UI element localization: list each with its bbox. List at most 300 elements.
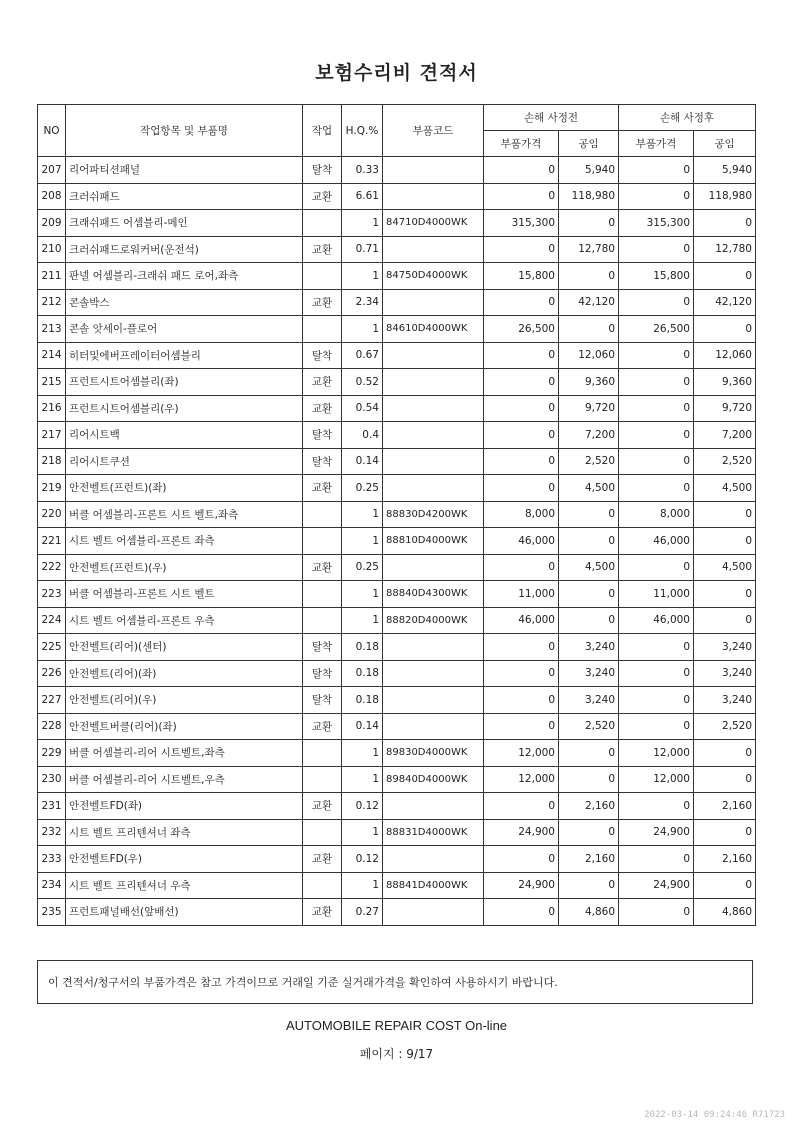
row-item: 안전벨트(리어)(우) — [66, 687, 303, 714]
row-price-after: 0 — [619, 289, 694, 316]
row-labor-before: 2,160 — [559, 793, 619, 820]
header-no: NO — [38, 105, 66, 157]
row-item: 안전벨트버클(리어)(좌) — [66, 713, 303, 740]
row-item: 시트 벨트 어셈블리-프론트 우측 — [66, 607, 303, 634]
row-labor-after: 0 — [694, 210, 756, 237]
row-price-after: 46,000 — [619, 528, 694, 555]
table-row — [38, 660, 756, 687]
row-labor-before: 2,520 — [559, 713, 619, 740]
row-price-before: 0 — [484, 183, 559, 210]
table-row — [38, 157, 756, 184]
row-code — [383, 713, 484, 740]
row-item: 프런트시트어셈블리(우) — [66, 395, 303, 422]
row-item: 리어시트백 — [66, 422, 303, 449]
row-labor-after: 5,940 — [694, 157, 756, 184]
price-notice: 이 견적서/청구서의 부품가격은 참고 가격이므로 거래일 기준 실거래가격을 확인하여 사용하시기 바랍니다. — [37, 960, 753, 1004]
header-labor-after: 공임 — [694, 131, 756, 157]
table-row — [38, 793, 756, 820]
row-labor-before: 2,520 — [559, 448, 619, 475]
row-labor-after: 118,980 — [694, 183, 756, 210]
document-title: 보험수리비 견적서 — [315, 62, 478, 84]
row-labor-after: 12,060 — [694, 342, 756, 369]
row-item: 프런트패널배선(앞배선) — [66, 899, 303, 926]
row-price-after: 0 — [619, 660, 694, 687]
row-no: 233 — [38, 846, 66, 873]
row-code — [383, 289, 484, 316]
row-code: 88830D4200WK — [383, 501, 484, 528]
row-no: 214 — [38, 342, 66, 369]
row-labor-after: 0 — [694, 581, 756, 608]
row-item: 버클 어셈블리-프론트 시트 벨트,좌측 — [66, 501, 303, 528]
row-labor-before: 3,240 — [559, 660, 619, 687]
row-code — [383, 687, 484, 714]
row-no: 209 — [38, 210, 66, 237]
row-code — [383, 183, 484, 210]
table-row — [38, 395, 756, 422]
row-price-before: 0 — [484, 369, 559, 396]
row-work: 교환 — [303, 289, 342, 316]
row-item: 안전벨트(프런트)(우) — [66, 554, 303, 581]
header-hq: H.Q.% — [342, 105, 383, 157]
page-number: 페이지 : 9/17 — [359, 1047, 434, 1061]
row-no: 218 — [38, 448, 66, 475]
row-no: 227 — [38, 687, 66, 714]
row-hq: 1 — [342, 607, 383, 634]
row-hq: 2.34 — [342, 289, 383, 316]
row-item: 버클 어셈블리-리어 시트벨트,우측 — [66, 766, 303, 793]
row-labor-after: 0 — [694, 607, 756, 634]
row-price-before: 12,000 — [484, 766, 559, 793]
table-row — [38, 210, 756, 237]
row-price-before: 0 — [484, 422, 559, 449]
row-labor-after: 4,860 — [694, 899, 756, 926]
row-price-after: 0 — [619, 342, 694, 369]
row-work — [303, 740, 342, 767]
row-price-after: 24,900 — [619, 819, 694, 846]
row-no: 235 — [38, 899, 66, 926]
row-price-before: 0 — [484, 899, 559, 926]
row-price-before: 0 — [484, 448, 559, 475]
row-labor-after: 0 — [694, 501, 756, 528]
row-no: 234 — [38, 872, 66, 899]
row-hq: 1 — [342, 766, 383, 793]
row-price-before: 0 — [484, 846, 559, 873]
table-row — [38, 713, 756, 740]
row-item: 콘솔박스 — [66, 289, 303, 316]
row-price-after: 8,000 — [619, 501, 694, 528]
row-code — [383, 793, 484, 820]
row-price-after: 0 — [619, 157, 694, 184]
header-labor-before: 공임 — [559, 131, 619, 157]
row-work: 탈착 — [303, 157, 342, 184]
row-no: 226 — [38, 660, 66, 687]
row-labor-after: 0 — [694, 316, 756, 343]
row-price-after: 15,800 — [619, 263, 694, 290]
row-code — [383, 554, 484, 581]
row-price-before: 0 — [484, 687, 559, 714]
row-item: 안전벨트(리어)(좌) — [66, 660, 303, 687]
row-hq: 1 — [342, 501, 383, 528]
table-row — [38, 846, 756, 873]
row-labor-before: 0 — [559, 819, 619, 846]
row-price-before: 0 — [484, 289, 559, 316]
row-labor-before: 42,120 — [559, 289, 619, 316]
row-hq: 6.61 — [342, 183, 383, 210]
row-work: 탈착 — [303, 448, 342, 475]
header-code: 부품코드 — [383, 105, 484, 157]
row-labor-after: 2,520 — [694, 448, 756, 475]
row-price-before: 24,900 — [484, 872, 559, 899]
table-row — [38, 342, 756, 369]
row-no: 231 — [38, 793, 66, 820]
row-price-after: 24,900 — [619, 872, 694, 899]
row-labor-before: 2,160 — [559, 846, 619, 873]
row-hq: 0.52 — [342, 369, 383, 396]
row-code — [383, 342, 484, 369]
row-price-after: 0 — [619, 183, 694, 210]
row-price-before: 12,000 — [484, 740, 559, 767]
row-no: 216 — [38, 395, 66, 422]
table-row — [38, 369, 756, 396]
row-labor-after: 0 — [694, 263, 756, 290]
row-work: 교환 — [303, 395, 342, 422]
row-hq: 1 — [342, 740, 383, 767]
table-row — [38, 607, 756, 634]
row-hq: 0.33 — [342, 157, 383, 184]
row-labor-before: 0 — [559, 766, 619, 793]
row-hq: 0.25 — [342, 554, 383, 581]
row-labor-before: 0 — [559, 210, 619, 237]
header-price-after: 부품가격 — [619, 131, 694, 157]
row-labor-before: 118,980 — [559, 183, 619, 210]
row-no: 230 — [38, 766, 66, 793]
row-labor-before: 0 — [559, 740, 619, 767]
row-item: 안전벨트(리어)(센터) — [66, 634, 303, 661]
row-price-before: 0 — [484, 554, 559, 581]
row-item: 리어파티션패널 — [66, 157, 303, 184]
row-labor-after: 0 — [694, 819, 756, 846]
row-price-before: 315,300 — [484, 210, 559, 237]
row-work — [303, 872, 342, 899]
table-row — [38, 581, 756, 608]
row-code: 89830D4000WK — [383, 740, 484, 767]
row-price-after: 0 — [619, 395, 694, 422]
row-labor-after: 3,240 — [694, 687, 756, 714]
table-row — [38, 634, 756, 661]
row-price-before: 46,000 — [484, 607, 559, 634]
row-code — [383, 157, 484, 184]
row-labor-before: 0 — [559, 316, 619, 343]
table-row — [38, 263, 756, 290]
row-item: 리어시트쿠션 — [66, 448, 303, 475]
timestamp-stamp: 2022-03-14 09:24:46 R71723 — [644, 1110, 785, 1120]
row-item: 안전벨트FD(좌) — [66, 793, 303, 820]
row-hq: 1 — [342, 581, 383, 608]
row-labor-after: 2,520 — [694, 713, 756, 740]
row-price-before: 0 — [484, 475, 559, 502]
row-item: 프런트시트어셈블리(좌) — [66, 369, 303, 396]
row-work: 교환 — [303, 554, 342, 581]
row-price-after: 0 — [619, 899, 694, 926]
row-price-after: 12,000 — [619, 740, 694, 767]
row-work — [303, 581, 342, 608]
row-price-after: 0 — [619, 369, 694, 396]
row-item: 버클 어셈블리-리어 시트벨트,좌측 — [66, 740, 303, 767]
row-code — [383, 475, 484, 502]
row-hq: 0.25 — [342, 475, 383, 502]
row-hq: 0.12 — [342, 793, 383, 820]
row-price-before: 24,900 — [484, 819, 559, 846]
row-price-after: 46,000 — [619, 607, 694, 634]
row-price-before: 0 — [484, 793, 559, 820]
row-labor-after: 4,500 — [694, 475, 756, 502]
header-before: 손해 사정전 — [484, 105, 619, 131]
row-labor-before: 4,860 — [559, 899, 619, 926]
row-price-after: 0 — [619, 554, 694, 581]
row-item: 콘솔 앗세이-플로어 — [66, 316, 303, 343]
row-work: 교환 — [303, 183, 342, 210]
row-price-before: 0 — [484, 713, 559, 740]
row-labor-after: 0 — [694, 872, 756, 899]
row-hq: 0.18 — [342, 687, 383, 714]
row-work: 교환 — [303, 899, 342, 926]
row-work — [303, 766, 342, 793]
row-code — [383, 634, 484, 661]
row-hq: 0.14 — [342, 713, 383, 740]
table-row — [38, 819, 756, 846]
row-no: 228 — [38, 713, 66, 740]
row-work: 탈착 — [303, 422, 342, 449]
row-hq: 1 — [342, 872, 383, 899]
row-work — [303, 501, 342, 528]
row-price-after: 0 — [619, 687, 694, 714]
row-work — [303, 607, 342, 634]
row-price-before: 0 — [484, 660, 559, 687]
row-labor-before: 0 — [559, 581, 619, 608]
row-work: 교환 — [303, 793, 342, 820]
row-work — [303, 316, 342, 343]
row-price-before: 0 — [484, 342, 559, 369]
row-code — [383, 395, 484, 422]
row-no: 225 — [38, 634, 66, 661]
row-labor-before: 0 — [559, 872, 619, 899]
row-labor-after: 7,200 — [694, 422, 756, 449]
table-row — [38, 183, 756, 210]
row-labor-before: 0 — [559, 263, 619, 290]
row-item: 크래쉬패드 어셈블리-메인 — [66, 210, 303, 237]
row-work — [303, 210, 342, 237]
row-code — [383, 422, 484, 449]
row-price-before: 0 — [484, 157, 559, 184]
row-labor-after: 9,720 — [694, 395, 756, 422]
row-code — [383, 846, 484, 873]
row-hq: 0.71 — [342, 236, 383, 263]
row-hq: 1 — [342, 263, 383, 290]
row-work: 교환 — [303, 846, 342, 873]
row-item: 시트 벨트 어셈블리-프론트 좌측 — [66, 528, 303, 555]
table-row — [38, 766, 756, 793]
row-labor-before: 3,240 — [559, 634, 619, 661]
row-hq: 0.18 — [342, 634, 383, 661]
row-price-before: 26,500 — [484, 316, 559, 343]
row-price-after: 0 — [619, 236, 694, 263]
row-hq: 1 — [342, 528, 383, 555]
row-work: 교환 — [303, 369, 342, 396]
table-row — [38, 554, 756, 581]
row-price-after: 0 — [619, 634, 694, 661]
row-work — [303, 528, 342, 555]
row-no: 213 — [38, 316, 66, 343]
row-hq: 0.4 — [342, 422, 383, 449]
row-work — [303, 819, 342, 846]
row-item: 안전벨트(프런트)(좌) — [66, 475, 303, 502]
row-code — [383, 899, 484, 926]
table-row — [38, 316, 756, 343]
table-body — [38, 157, 756, 926]
row-no: 224 — [38, 607, 66, 634]
row-no: 212 — [38, 289, 66, 316]
row-price-before: 15,800 — [484, 263, 559, 290]
table-row — [38, 528, 756, 555]
row-labor-after: 0 — [694, 766, 756, 793]
row-labor-before: 9,720 — [559, 395, 619, 422]
row-price-before: 0 — [484, 634, 559, 661]
row-no: 232 — [38, 819, 66, 846]
row-labor-before: 3,240 — [559, 687, 619, 714]
row-price-after: 11,000 — [619, 581, 694, 608]
row-labor-after: 3,240 — [694, 634, 756, 661]
table-header — [38, 105, 756, 157]
row-no: 222 — [38, 554, 66, 581]
row-item: 버클 어셈블리-프론트 시트 벨트 — [66, 581, 303, 608]
row-labor-after: 0 — [694, 740, 756, 767]
row-code: 84750D4000WK — [383, 263, 484, 290]
table-row — [38, 872, 756, 899]
row-code: 88820D4000WK — [383, 607, 484, 634]
row-price-before: 11,000 — [484, 581, 559, 608]
row-code: 88840D4300WK — [383, 581, 484, 608]
row-hq: 0.12 — [342, 846, 383, 873]
table-row — [38, 501, 756, 528]
row-labor-before: 12,060 — [559, 342, 619, 369]
header-price-before: 부품가격 — [484, 131, 559, 157]
header-after: 손해 사정후 — [619, 105, 756, 131]
header-work: 작업 — [303, 105, 342, 157]
row-hq: 0.14 — [342, 448, 383, 475]
row-labor-before: 7,200 — [559, 422, 619, 449]
row-code — [383, 448, 484, 475]
row-code: 88841D4000WK — [383, 872, 484, 899]
row-code: 84710D4000WK — [383, 210, 484, 237]
row-labor-before: 12,780 — [559, 236, 619, 263]
row-code — [383, 660, 484, 687]
row-code — [383, 369, 484, 396]
row-price-after: 0 — [619, 475, 694, 502]
row-hq: 1 — [342, 819, 383, 846]
row-labor-after: 3,240 — [694, 660, 756, 687]
row-hq: 1 — [342, 210, 383, 237]
row-price-after: 0 — [619, 448, 694, 475]
row-hq: 0.18 — [342, 660, 383, 687]
row-code: 89840D4000WK — [383, 766, 484, 793]
row-labor-before: 9,360 — [559, 369, 619, 396]
row-work: 교환 — [303, 236, 342, 263]
row-labor-before: 0 — [559, 501, 619, 528]
row-price-before: 8,000 — [484, 501, 559, 528]
row-code: 88810D4000WK — [383, 528, 484, 555]
row-code — [383, 236, 484, 263]
row-labor-after: 12,780 — [694, 236, 756, 263]
row-no: 207 — [38, 157, 66, 184]
row-no: 229 — [38, 740, 66, 767]
row-hq: 1 — [342, 316, 383, 343]
row-price-before: 0 — [484, 236, 559, 263]
row-item: 히터및에버프레이터어셈블리 — [66, 342, 303, 369]
estimate-table — [37, 104, 756, 926]
row-labor-after: 4,500 — [694, 554, 756, 581]
row-price-after: 12,000 — [619, 766, 694, 793]
row-labor-before: 4,500 — [559, 554, 619, 581]
table-row — [38, 422, 756, 449]
row-work: 교환 — [303, 713, 342, 740]
row-no: 210 — [38, 236, 66, 263]
row-no: 215 — [38, 369, 66, 396]
row-labor-after: 2,160 — [694, 846, 756, 873]
table-row — [38, 475, 756, 502]
row-item: 시트 벨트 프리텐셔너 좌측 — [66, 819, 303, 846]
row-item: 크러쉬패드 — [66, 183, 303, 210]
row-item: 판넬 어셈블리-크래쉬 패드 로어,좌측 — [66, 263, 303, 290]
row-labor-before: 0 — [559, 607, 619, 634]
row-item: 시트 벨트 프리텐셔너 우측 — [66, 872, 303, 899]
row-no: 217 — [38, 422, 66, 449]
row-work: 탈착 — [303, 660, 342, 687]
row-work — [303, 263, 342, 290]
row-no: 220 — [38, 501, 66, 528]
row-hq: 0.54 — [342, 395, 383, 422]
header-item: 작업항목 및 부품명 — [66, 105, 303, 157]
table-row — [38, 740, 756, 767]
row-labor-after: 0 — [694, 528, 756, 555]
row-hq: 0.27 — [342, 899, 383, 926]
row-price-after: 315,300 — [619, 210, 694, 237]
row-code: 84610D4000WK — [383, 316, 484, 343]
row-item: 안전벨트FD(우) — [66, 846, 303, 873]
footer-brand: AUTOMOBILE REPAIR COST On-line — [285, 1018, 508, 1033]
row-labor-before: 5,940 — [559, 157, 619, 184]
row-work: 교환 — [303, 475, 342, 502]
row-no: 211 — [38, 263, 66, 290]
row-labor-after: 9,360 — [694, 369, 756, 396]
row-labor-before: 0 — [559, 528, 619, 555]
row-price-after: 0 — [619, 422, 694, 449]
table-row — [38, 687, 756, 714]
table-row — [38, 236, 756, 263]
row-work: 탈착 — [303, 634, 342, 661]
row-no: 219 — [38, 475, 66, 502]
table-row — [38, 899, 756, 926]
row-hq: 0.67 — [342, 342, 383, 369]
row-work: 탈착 — [303, 342, 342, 369]
table-row — [38, 448, 756, 475]
row-no: 221 — [38, 528, 66, 555]
row-work: 탈착 — [303, 687, 342, 714]
row-labor-after: 2,160 — [694, 793, 756, 820]
row-no: 223 — [38, 581, 66, 608]
row-labor-before: 4,500 — [559, 475, 619, 502]
row-no: 208 — [38, 183, 66, 210]
row-code: 88831D4000WK — [383, 819, 484, 846]
